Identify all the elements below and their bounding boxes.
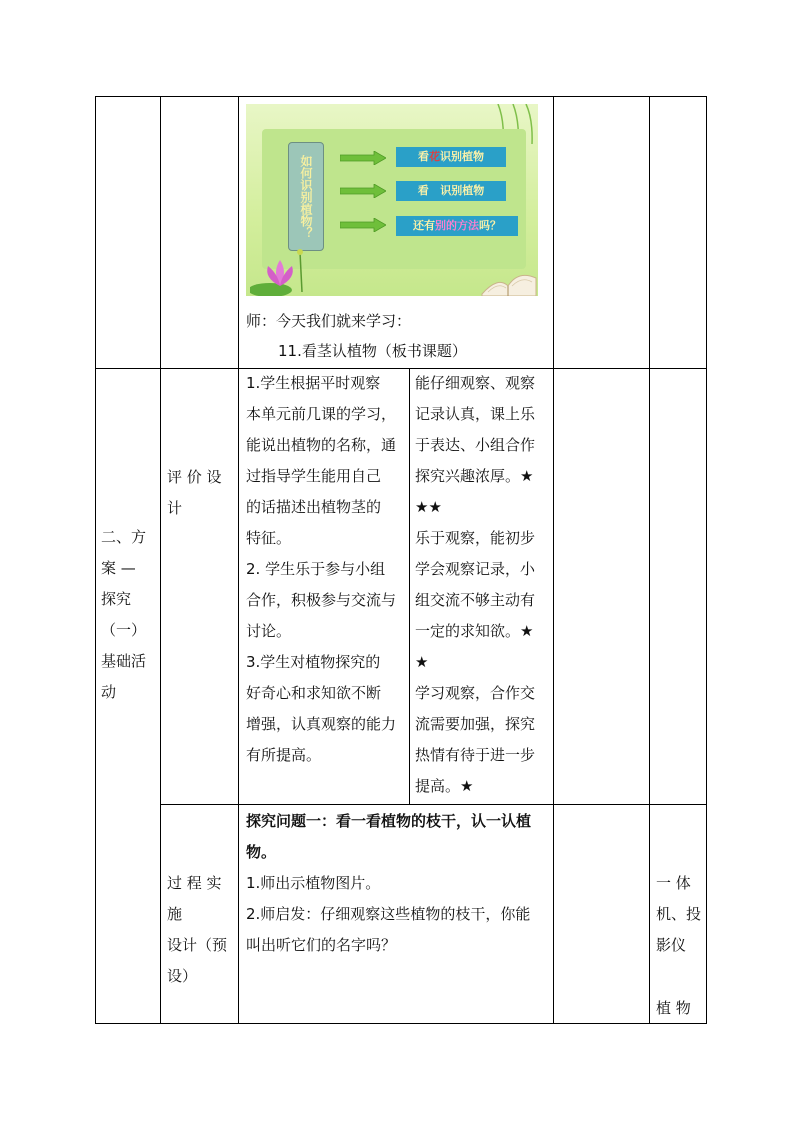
section-label-line: 动 <box>101 683 117 701</box>
col-line-2 <box>160 96 161 1024</box>
section-label-line: 二、方 <box>101 528 147 546</box>
slide-option-blank: 看 识别植物 <box>396 181 506 201</box>
section-label-line: 案 — <box>101 559 136 577</box>
col-line-6 <box>706 96 707 1024</box>
section-label-line: 基础活 <box>101 652 147 670</box>
arrow-right-icon <box>340 184 386 198</box>
evaluation-goals <box>246 368 406 771</box>
level-line: 乐于观察，能初步 <box>415 529 536 547</box>
table-top-border <box>95 96 707 97</box>
level-line: 学会观察记录，小 <box>415 560 536 578</box>
lotus-flower-icon <box>250 242 320 296</box>
process-heading-line: 物。 <box>246 843 277 861</box>
table-bottom-border <box>95 1023 707 1024</box>
level-line: 提高。★ <box>415 777 474 795</box>
resource-line: 一 体 <box>656 874 691 892</box>
process-step-line: 2.师启发：仔细观察这些植物的枝干，你能 <box>246 905 531 923</box>
arrow-right-icon <box>340 151 386 165</box>
evaluation-levels <box>415 368 551 802</box>
level-line: 组交流不够主动有 <box>415 591 536 609</box>
section-label-line: （一） <box>101 621 147 639</box>
process-label-line: 过 程 实 <box>167 874 222 892</box>
goal-line: 能说出植物的名称，通 <box>246 436 397 454</box>
level-line: 一定的求知欲。★ <box>415 622 534 640</box>
lesson-title: 11.看茎认植物（板书课题） <box>278 342 467 360</box>
open-book-icon <box>478 256 538 296</box>
goal-line: 的话描述出植物茎的 <box>246 498 382 516</box>
process-label <box>167 868 227 992</box>
goal-line: 增强，认真观察的能力 <box>246 715 397 733</box>
process-heading-line: 探究问题一：看一看植物的枝干，认一认植 <box>246 812 532 830</box>
goal-line: 合作，积极参与交流与 <box>246 591 397 609</box>
level-line: 流需要加强，探究 <box>415 715 536 733</box>
goal-line: 讨论。 <box>246 622 292 640</box>
goal-line: 过指导学生能用自己 <box>246 467 382 485</box>
teacher-line: 师：今天我们就来学习： <box>246 312 412 330</box>
resource-line: 影仪 <box>656 936 687 954</box>
process-label-line: 设） <box>167 967 198 985</box>
level-line: 于表达、小组合作 <box>415 436 536 454</box>
goal-line: 2. 学生乐于参与小组 <box>246 560 386 578</box>
goal-line: 3.学生对植物探究的 <box>246 653 381 671</box>
evaluation-label-line: 计 <box>167 499 183 517</box>
goal-line: 特征。 <box>246 529 292 547</box>
col-line-1 <box>95 96 96 1024</box>
resource-line: 机、投 <box>656 905 702 923</box>
process-content <box>246 806 552 961</box>
level-line: ★★ <box>415 498 442 516</box>
lesson-slide-image <box>246 104 538 296</box>
evaluation-label <box>167 462 222 524</box>
col-line-4 <box>553 96 554 1024</box>
question-box: 如何识别植物？ <box>288 142 324 251</box>
row-divider-2 <box>160 804 707 805</box>
level-line: 记录认真，课上乐 <box>415 405 536 423</box>
evaluation-label-line: 评 价 设 <box>167 468 222 486</box>
level-line: 能仔细观察、观察 <box>415 374 536 392</box>
process-label-line: 设计（预 <box>167 936 228 954</box>
process-step-line: 叫出听它们的名字吗？ <box>246 936 397 954</box>
level-line: 学习观察，合作交 <box>415 684 536 702</box>
col-line-3 <box>238 96 239 1024</box>
slide-option-other: 还有别的方法吗？ <box>396 216 518 236</box>
goal-line: 有所提高。 <box>246 746 322 764</box>
goal-line: 好奇心和求知欲不断 <box>246 684 382 702</box>
section-label-line: 探究 <box>101 590 132 608</box>
level-line: 热情有待于进一步 <box>415 746 536 764</box>
col-line-eval-split <box>409 368 410 804</box>
goal-line: 1.学生根据平时观察 <box>246 374 381 392</box>
resource-bottom: 植 物 <box>656 999 691 1017</box>
slide-option-flower: 看花识别植物 <box>396 147 506 167</box>
level-line: 探究兴趣浓厚。★ <box>415 467 534 485</box>
level-line: ★ <box>415 653 429 671</box>
arrow-right-icon <box>340 218 386 232</box>
col-line-5 <box>649 96 650 1024</box>
goal-line: 本单元前几课的学习， <box>246 405 397 423</box>
process-step-line: 1.师出示植物图片。 <box>246 874 381 892</box>
section-label <box>101 522 159 708</box>
resource-column <box>656 868 701 961</box>
process-label-line: 施 <box>167 905 183 923</box>
